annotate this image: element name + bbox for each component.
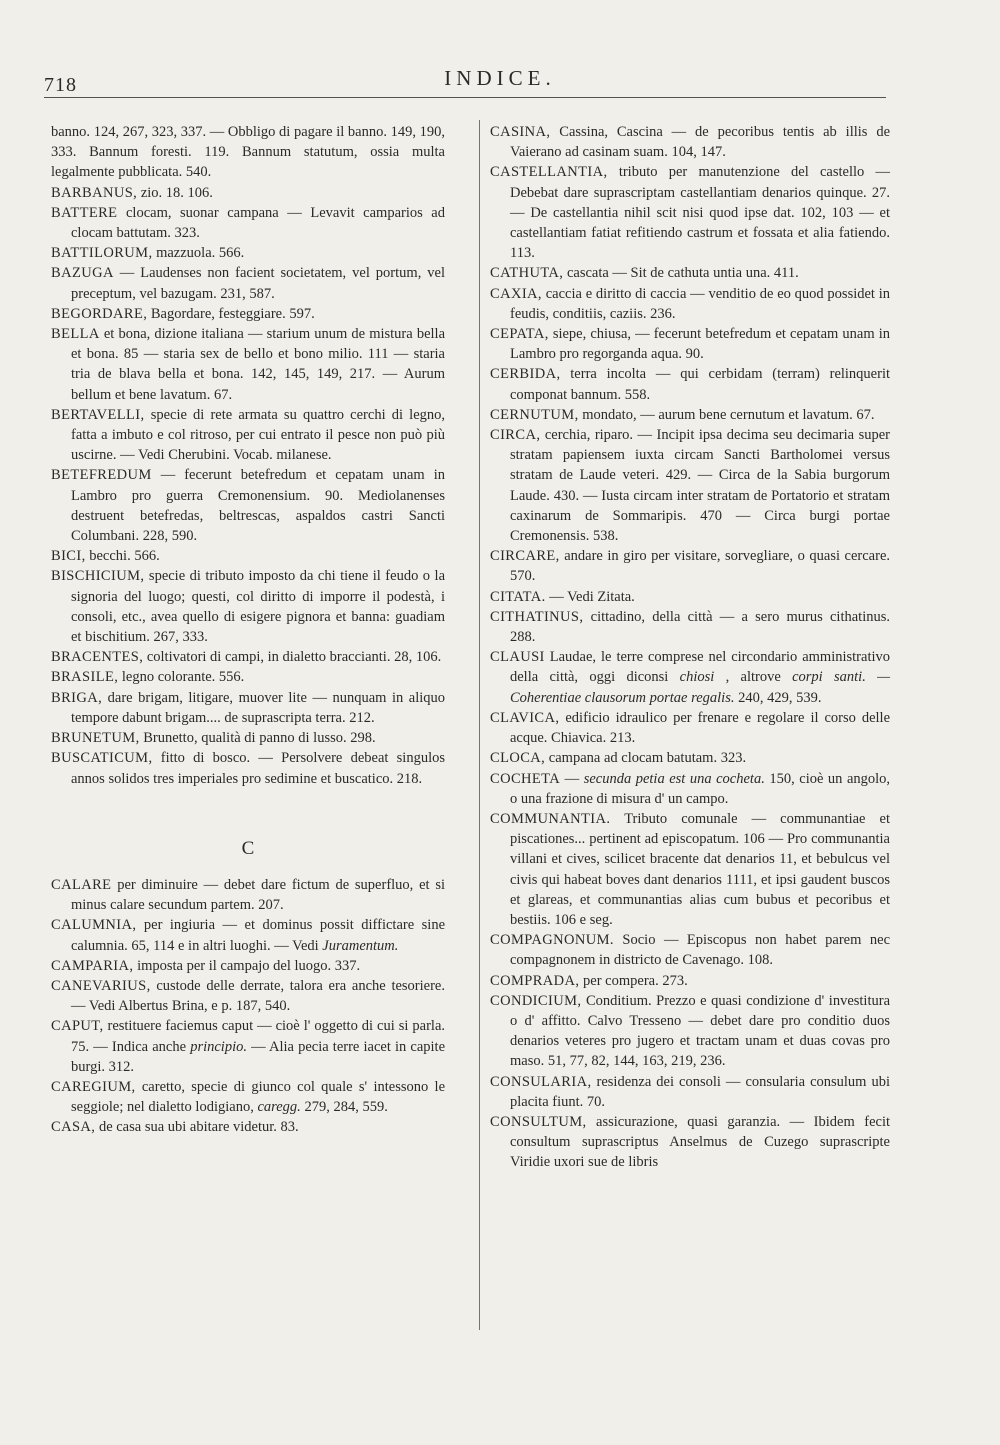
entry-text: restituere faciemus caput — cioè l' oggetto di cui si parla. 75. — Indica anche — [71, 1018, 446, 1055]
entry-text: cerchia, riparo. — Incipit ipsa decima seu decimaria super stratam papiensem iuxta circam Sancti Bartholomei versus stratam de Laude veteri. 429. — Circa de la Sabia burgorum Laude. 430. — Iusta circam inter stratam de Portatorio et stratam caxinarum de Sommaripis. 470 — Circa burgi portae Cremonensis. 538. — [510, 427, 891, 545]
index-entry — [51, 1016, 445, 1077]
entry-text: per compera. 273. — [583, 972, 688, 989]
entry-headword: CERBIDA, — [490, 366, 561, 383]
entry-text: Bagordare, festeggiare. 597. — [150, 305, 315, 322]
entry-headword: BELLA — [51, 326, 100, 343]
entry-headword: BRACENTES, — [51, 649, 144, 666]
index-entry — [490, 991, 890, 1072]
entry-headword: CONDICIUM, — [490, 992, 582, 1009]
entry-headword: BISCHICIUM, — [51, 568, 145, 585]
page-number: 718 — [44, 74, 77, 96]
index-entry — [490, 587, 890, 607]
entry-text: — Alia pecia terre iacet in capite burgi. 312. — [71, 1038, 445, 1075]
entry-headword: BEGORDARE, — [51, 305, 148, 322]
column-divider — [479, 120, 480, 1330]
index-entry — [51, 546, 445, 566]
entry-text: Cassina, Cascina — de pecoribus tentis ab illis de Vaierano ad casinam suam. 104, 147. — [510, 124, 891, 161]
entry-text: , altrove — [725, 669, 781, 686]
entry-text: clocam, suonar campana — Levavit camparios ad clocam battutam. 323. — [71, 204, 445, 242]
entry-headword: COMPAGNONUM. — [490, 932, 614, 949]
entry-text: — — [564, 770, 580, 787]
entry-text: residenza dei consoli — consularia consulum ubi placita fiunt. 70. — [510, 1073, 891, 1110]
entry-headword: CLAVICA, — [490, 709, 560, 726]
entry-text: per diminuire — debet dare fictum de superfluo, et si minus calare secundum partem. 207. — [71, 876, 445, 914]
index-entry — [490, 284, 890, 324]
entry-headword: CITATA. — [490, 588, 546, 605]
index-entry — [490, 647, 890, 708]
entry-text: caccia e diritto di caccia — venditio de eo quod possidet in feudis, conditiis, caziis. 236. — [510, 285, 891, 322]
index-entry — [490, 122, 890, 162]
entry-text: zio. 18. 106. — [140, 184, 213, 201]
index-entry — [490, 546, 890, 586]
entry-text: Conditium. Prezzo e quasi condizione d' investitura o d' affitto. Calvo Tresseno — debet dare pro conditio duos denarios veteres pro jugero et tractam unam et duas covas pro maso. 51, 77, 82, 144, 163, 219, 236. — [510, 992, 891, 1070]
entry-headword: COMPRADA, — [490, 972, 580, 989]
entry-headword: BERTAVELLI, — [51, 406, 145, 423]
entry-headword: BATTERE — [51, 204, 118, 221]
index-entry — [51, 688, 445, 728]
entry-headword: CONSULARIA, — [490, 1073, 592, 1090]
index-entry — [490, 607, 890, 647]
index-entry — [490, 708, 890, 748]
entry-headword: CEPATA, — [490, 326, 549, 343]
index-entry — [51, 667, 445, 687]
entry-text: specie di tributo imposto da chi tiene il feudo o la signoria del luogo; questi, col diritto di imporre il podestà, i consoli, etc., avea quello di esigere pignora et banna: guadiam et bischitium. 267, 333. — [71, 568, 446, 646]
index-entry — [490, 809, 890, 930]
index-entry — [490, 1112, 890, 1173]
entry-headword: COCHETA — [490, 770, 561, 787]
index-entry — [490, 425, 890, 546]
entry-text: mondato, — aurum bene cernutum et lavatum. 67. — [582, 406, 875, 423]
entry-text: 240, 429, 539. — [738, 689, 822, 706]
index-entry — [490, 769, 890, 809]
entry-text: de casa sua ubi abitare videtur. 83. — [98, 1119, 299, 1136]
entry-text: et bona, dizione italiana — starium unum de mistura bella et bona. 85 — staria sex de bello et bono milio. 111 — staria tria de blava bella et bona. 142, 145, 149, 217. — Aurum bellum et bene lavatum. 67. — [71, 326, 446, 403]
index-entry — [51, 976, 445, 1016]
entry-text: tributo per manutenzione del castello — Debebat dare suprascriptam castellantiam denarios quinque. 27. — De castellantia nihil scit nisi quod ipse dat. 102, 103 — et castellantiam fatiat refitiendo castrum et fossata et alia fatiendo. 113. — [510, 164, 891, 262]
index-entry — [51, 875, 445, 915]
index-entry — [490, 364, 890, 404]
entry-text: terra incolta — qui cerbidam (terram) relinquerit componat bannum. 558. — [510, 366, 891, 403]
entry-italic-text: Juramentum. — [322, 937, 399, 954]
entry-headword: CALUMNIA, — [51, 917, 137, 934]
entry-headword: CASA, — [51, 1119, 96, 1136]
entry-text: Laudae, le terre comprese nel circondario amministrativo della città, oggi diconsi — [510, 649, 891, 686]
entry-headword: CLOCA, — [490, 750, 546, 767]
index-entry — [51, 304, 445, 324]
index-entry — [51, 1077, 445, 1117]
entry-italic-text: caregg. — [257, 1099, 301, 1116]
entry-text: Tributo comunale — communantiae et piscationes... pertinent ad episcopatum. 106 — Pro communantia villani et cives, scilicet bracente dat denarios 11, et bebulcus vel civis qui habeat boves dant denarios 1111, et ipsi gaudent buscos et glareas, et communantias alias cum bubus et pecoribus et bestiis. 106 e seg. — [510, 810, 890, 928]
entry-headword: BATTILORUM, — [51, 245, 153, 262]
entry-headword: CALARE — [51, 876, 112, 893]
entry-text: cascata — Sit de cathuta untia una. 411. — [566, 265, 799, 282]
entry-text: fitto di bosco. — Persolvere debeat singulos annos solidos tres imperiales pro sedimine et buscatico. 218. — [71, 750, 445, 787]
entry-text: per ingiuria — et dominus possit diffictare sine calumnia. 65, 114 e in altri luoghi. — Vedi — [71, 917, 445, 954]
entry-text: mazzuola. 566. — [156, 245, 245, 262]
entry-headword: BARBANUS, — [51, 184, 138, 201]
entry-text: edificio idraulico per frenare e regolare il corso delle acque. Chiavica. 213. — [510, 709, 891, 747]
entry-headword: CIRCA, — [490, 427, 541, 444]
entry-text: imposta per il campajo del luogo. 337. — [137, 957, 361, 974]
entry-headword: CASTELLANTIA, — [490, 164, 608, 181]
entry-headword: BRASILE, — [51, 669, 119, 686]
page-title: INDICE. — [444, 66, 556, 90]
index-entry — [490, 405, 890, 425]
index-entry — [490, 748, 890, 768]
entry-italic-text: corpi santi. — Coherentiae clausorum portae regalis. — [510, 669, 891, 706]
entry-headword: CAREGIUM, — [51, 1078, 136, 1095]
index-entry — [490, 263, 890, 283]
entry-headword: CANEVARIUS, — [51, 977, 151, 994]
entry-headword: CLAUSI — [490, 649, 545, 666]
index-entry — [51, 647, 445, 667]
index-entry — [51, 465, 445, 546]
entry-text: dare brigam, litigare, muover lite — nunquam in aliquo tempore dabunt brigam.... de suprascripta terra. 212. — [71, 689, 446, 726]
entry-text: Socio — Episcopus non habet parem nec compagnonem in districto de Cavenago. 108. — [510, 932, 891, 969]
entry-italic-text: secunda petia est una cocheta. — [583, 770, 765, 787]
entry-headword: BETEFREDUM — [51, 467, 152, 484]
entry-text: 279, 284, 559. — [304, 1099, 388, 1116]
entry-headword: CONSULTUM, — [490, 1113, 587, 1130]
entry-text: specie di rete armata su quattro cerchi di legno, fatta a imbuto e col ritroso, per cui entrato il pesce non può più uscirne. — Vedi Cherubini. Vocab. milanese. — [71, 406, 446, 464]
index-entry — [51, 748, 445, 788]
index-entry — [51, 728, 445, 748]
entry-headword: CITHATINUS, — [490, 608, 584, 625]
index-entry — [51, 915, 445, 955]
entry-text: cittadino, della città — a sero murus cithatinus. 288. — [510, 608, 891, 646]
entry-headword: BRUNETUM, — [51, 730, 140, 747]
entry-text: becchi. 566. — [89, 548, 160, 565]
index-entry — [51, 324, 445, 405]
section-letter-heading: C — [241, 837, 255, 859]
entry-headword: BUSCATICUM, — [51, 750, 153, 767]
index-entry — [51, 122, 445, 183]
entry-headword: CAPUT, — [51, 1018, 104, 1035]
entry-text: legno colorante. 556. — [121, 669, 245, 686]
entry-text: banno. 124, 267, 323, 337. — Obbligo di pagare il banno. 149, 190, 333. Bannum foresti. 119. Bannum statutum, ossia multa legalmente pubblicata. 540. — [51, 124, 445, 181]
entry-text: custode delle derrate, talora era anche tesoriere. — Vedi Albertus Brina, e p. 187, 540. — [71, 977, 445, 1015]
entry-headword: CASINA, — [490, 124, 551, 140]
right-column — [490, 122, 890, 1173]
entry-headword: BICI, — [51, 548, 86, 565]
entry-text: campana ad clocam batutam. 323. — [548, 750, 747, 767]
entry-headword: CERNUTUM, — [490, 406, 579, 423]
entry-italic-text: principio. — [190, 1038, 247, 1055]
index-entry — [51, 203, 445, 243]
index-entry — [51, 263, 445, 303]
entry-headword: CATHUTA, — [490, 265, 564, 282]
index-entry — [490, 162, 890, 263]
index-entry — [51, 183, 445, 203]
entry-headword: COMMUNANTIA. — [490, 810, 611, 827]
entry-italic-text: chiosi — [679, 669, 715, 686]
entry-text: coltivatori di campi, in dialetto braccianti. 28, 106. — [146, 649, 442, 666]
entry-text: siepe, chiusa, — fecerunt betefredum et cepatam unam in Lambro pro regorganda aqua. 90. — [510, 326, 891, 363]
index-entry — [490, 1072, 890, 1112]
index-entry — [51, 243, 445, 263]
entry-headword: CAXIA, — [490, 285, 542, 302]
index-entry — [490, 930, 890, 970]
entry-text: — fecerunt betefredum et cepatam unam in Lambro pro guerra Cremonensium. 90. Mediolanenses destruent betefredas, beltrescas, aspaldos castri Sancti Columbani. 228, 590. — [71, 467, 446, 545]
index-entry — [51, 405, 445, 466]
entry-text: — Laudenses non facient societatem, vel portum, vel preceptum, vel bazugam. 231, 587. — [71, 265, 445, 302]
left-column — [51, 122, 445, 1138]
entry-text: caretto, specie di giunco col quale s' intessono le seggiole; nel dialetto lodigiano, — [71, 1078, 445, 1116]
entry-text: andare in giro per visitare, sorvegliare, o quasi cercare. 570. — [510, 548, 890, 585]
entry-text: 150, cioè un angolo, o una frazione di misura d' un campo. — [510, 770, 891, 807]
header-rule — [44, 97, 886, 98]
entry-text: — Vedi Zitata. — [549, 588, 635, 605]
entry-text: assicurazione, quasi garanzia. — Ibidem fecit consultum suprascriptus Anselmus de Cuzego suprascripte Viridie uxori sue de libris — [510, 1113, 890, 1171]
entry-headword: BAZUGA — [51, 265, 114, 282]
index-entry — [490, 971, 890, 991]
index-entry — [51, 1117, 445, 1137]
entry-text: Brunetto, qualità di panno di lusso. 298. — [143, 730, 376, 747]
entry-headword: CIRCARE, — [490, 548, 560, 565]
entry-headword: CAMPARIA, — [51, 957, 134, 974]
entry-headword: BRIGA, — [51, 689, 103, 706]
index-entry — [490, 324, 890, 364]
index-entry — [51, 956, 445, 976]
index-entry — [51, 566, 445, 647]
